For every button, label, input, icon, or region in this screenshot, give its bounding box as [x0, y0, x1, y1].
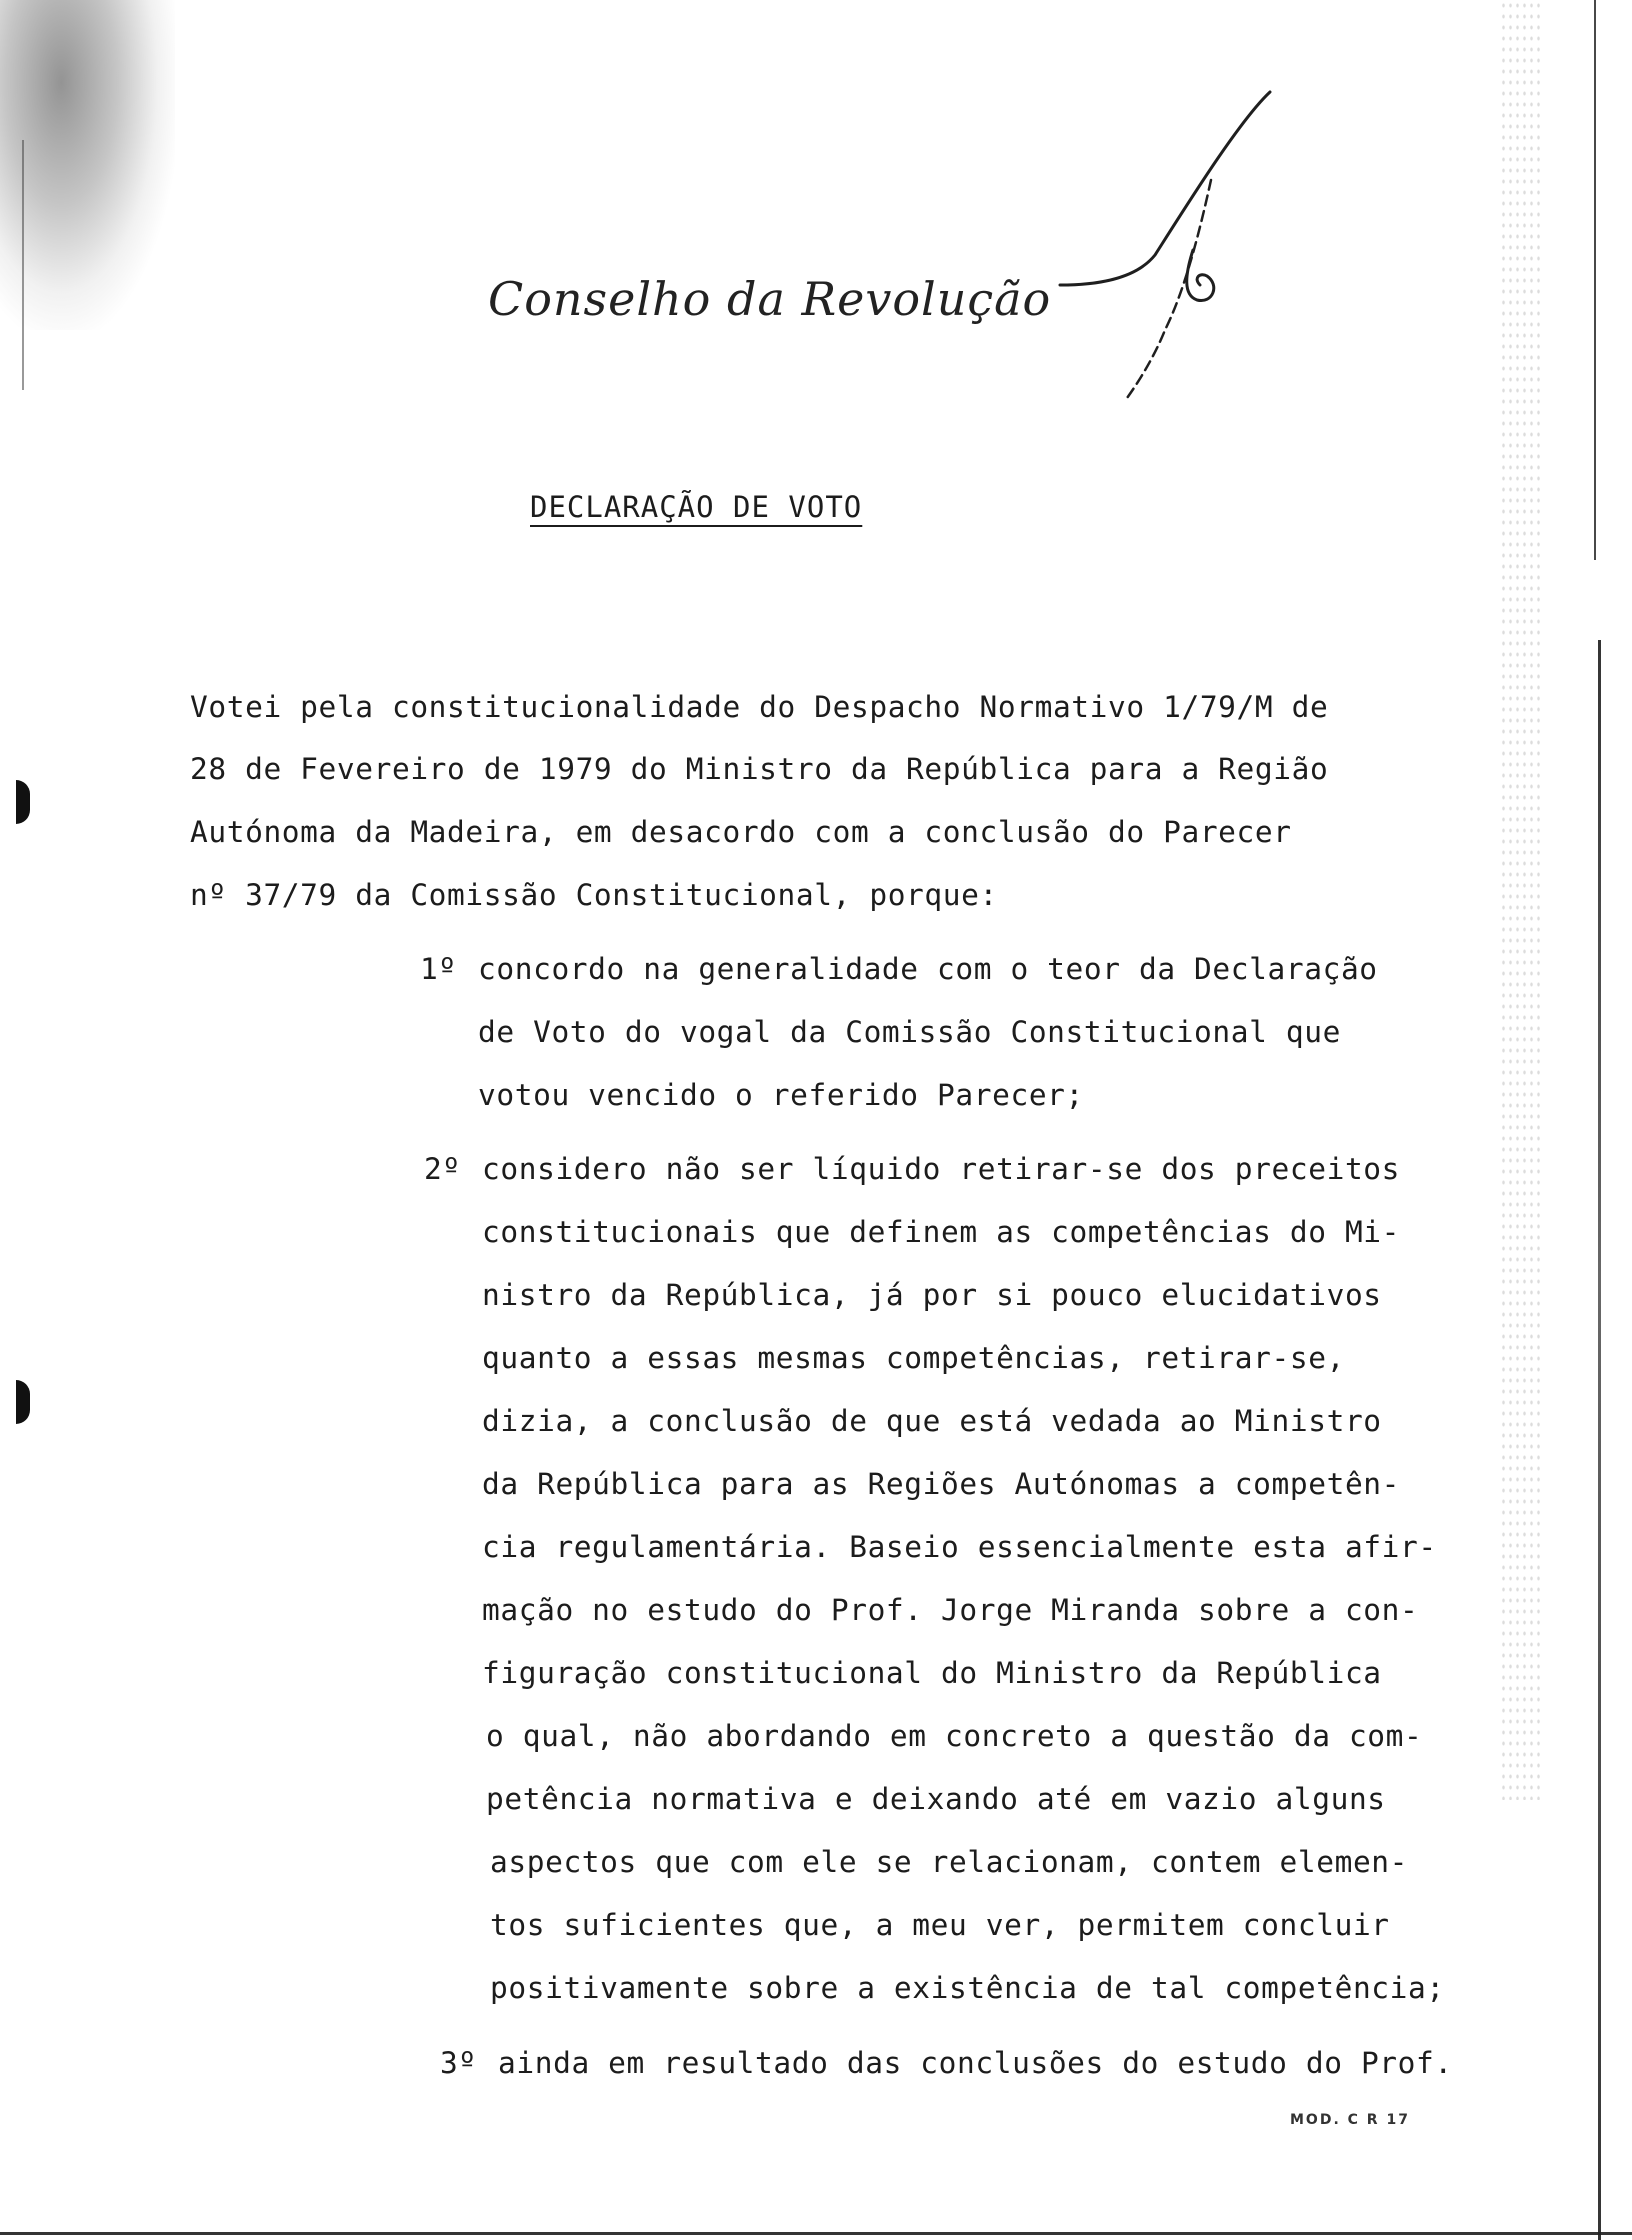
item-text: figuração constitucional do Ministro da República [482, 1656, 1382, 1690]
item-number: 1º [420, 952, 457, 986]
item-text: de Voto do vogal da Comissão Constitucional que [478, 1015, 1341, 1049]
text-line: nº 37/79 da Comissão Constitucional, porque: [190, 878, 998, 912]
handwritten-signature [1015, 80, 1295, 410]
punch-hole-mark [16, 780, 30, 824]
list-item-line [440, 2046, 1453, 2080]
item-text: dizia, a conclusão de que está vedada ao Ministro [482, 1404, 1382, 1438]
item-text: aspectos que com ele se relacionam, contem elemen- [490, 1845, 1409, 1879]
letterhead: Conselho da Revolução [488, 272, 1052, 326]
scan-noise-right [1500, 0, 1540, 1800]
item-number: 3º [440, 2046, 477, 2080]
item-text: quanto a essas mesmas competências, retirar-se, [482, 1341, 1345, 1375]
text-line: Votei pela constitucionalidade do Despacho Normativo 1/79/M de [190, 690, 1329, 724]
form-code: MOD. C R 17 [1290, 2112, 1410, 2128]
text-line: Autónoma da Madeira, em desacordo com a conclusão do Parecer [190, 815, 1292, 849]
punch-hole-mark [16, 1380, 30, 1424]
item-text: o qual, não abordando em concreto a questão da com- [486, 1719, 1423, 1753]
list-item-line [420, 952, 1378, 986]
item-text: concordo na generalidade com o teor da Declaração [478, 952, 1378, 986]
text-line: 28 de Fevereiro de 1979 do Ministro da República para a Região [190, 752, 1329, 786]
item-number: 2º [424, 1152, 461, 1186]
item-text: mação no estudo do Prof. Jorge Miranda sobre a con- [482, 1593, 1419, 1627]
item-text: positivamente sobre a existência de tal competência; [490, 1971, 1445, 2005]
document-title: DECLARAÇÃO DE VOTO [530, 490, 863, 524]
item-text: cia regulamentária. Baseio essencialmente esta afir- [482, 1530, 1437, 1564]
list-item-line [424, 1152, 1400, 1186]
item-text: constitucionais que definem as competências do Mi- [482, 1215, 1401, 1249]
item-text: tos suficientes que, a meu ver, permitem concluir [490, 1908, 1390, 1942]
item-text: da República para as Regiões Autónomas a competên- [482, 1467, 1401, 1501]
item-text: petência normativa e deixando até em vazio alguns [486, 1782, 1386, 1816]
item-text: votou vencido o referido Parecer; [478, 1078, 1084, 1112]
scan-edge-bottom [0, 2232, 1632, 2235]
item-text: nistro da República, já por si pouco elucidativos [482, 1278, 1382, 1312]
item-text: considero não ser líquido retirar-se dos preceitos [482, 1152, 1401, 1186]
item-text: ainda em resultado das conclusões do estudo do Prof. [498, 2046, 1453, 2080]
scan-edge-right [1598, 640, 1601, 2240]
scan-edge-left [22, 140, 24, 390]
scan-smudge [0, 0, 175, 330]
scan-edge-right-top [1594, 0, 1596, 560]
